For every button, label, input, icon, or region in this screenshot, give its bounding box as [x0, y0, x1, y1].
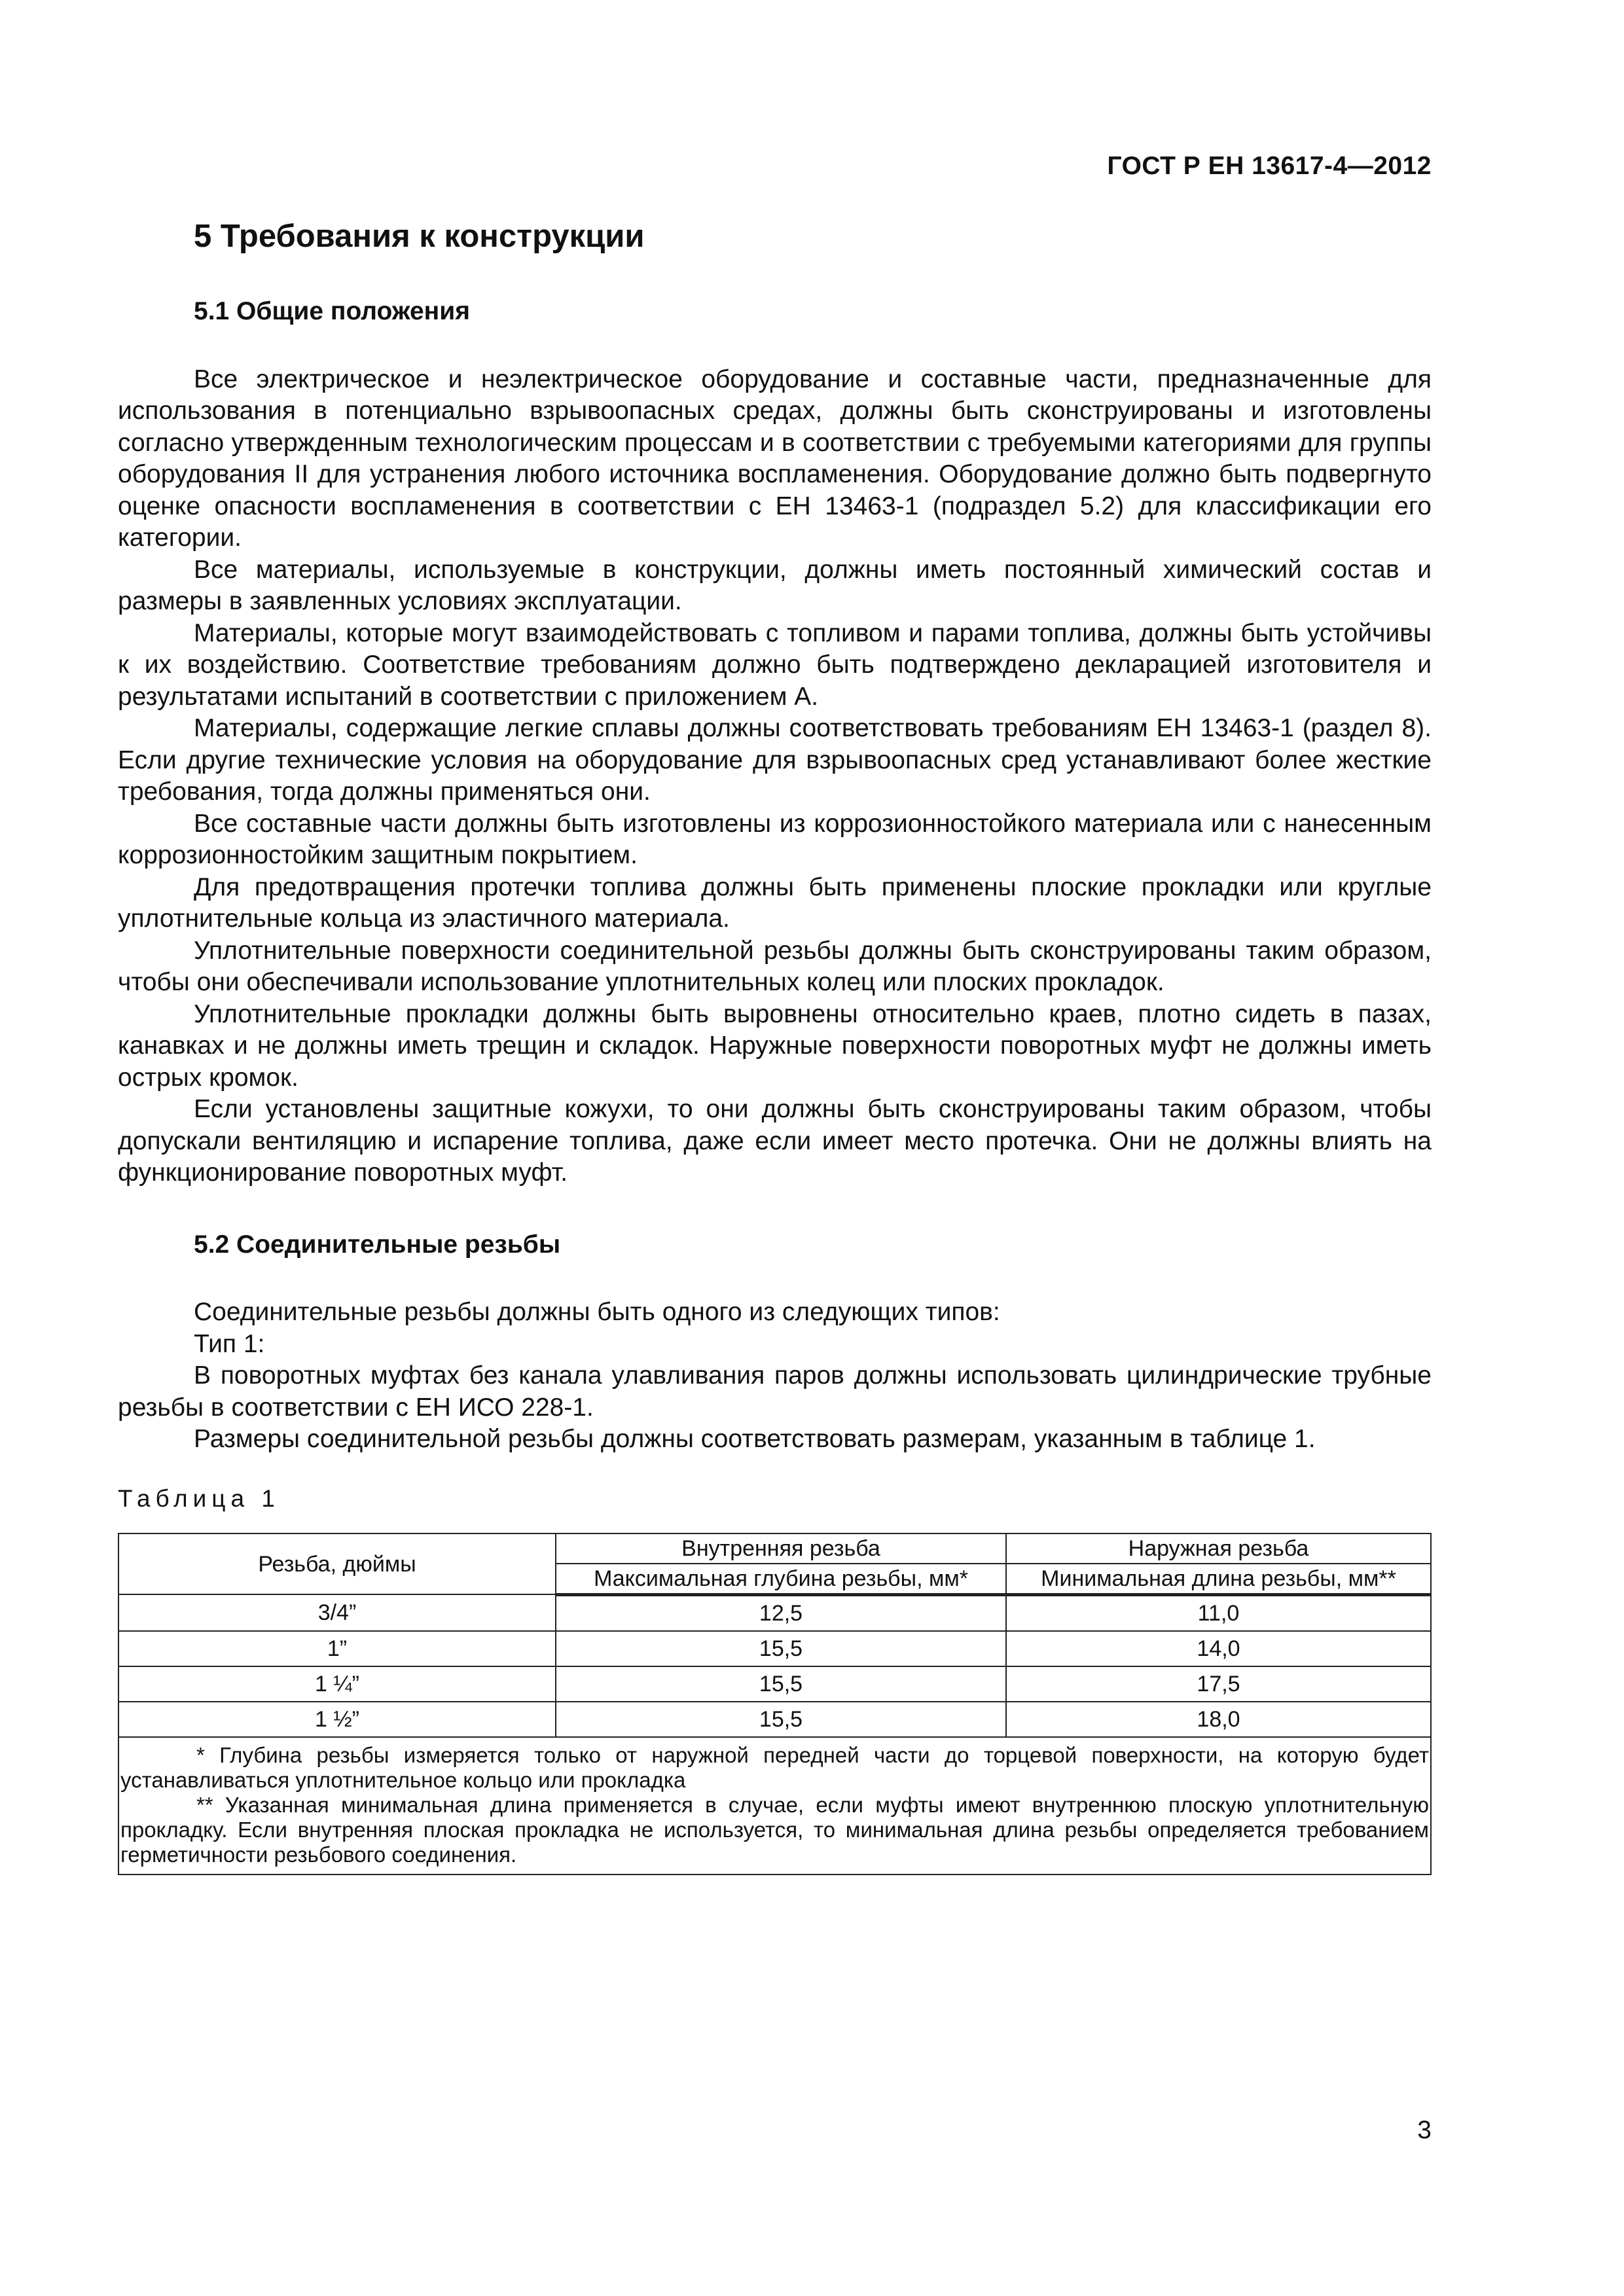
cell-internal: 12,5 [556, 1594, 1006, 1631]
table-note: ** Указанная минимальная длина применяется в случае, если муфты имеют внутреннюю плоскую уплотнительную прокладку. Если внутренняя плоская прокладка не используется, то минимальная длина резьбы определяется требованием герметичности резьбового соединения. [120, 1792, 1429, 1867]
page-number: 3 [1417, 2116, 1432, 2144]
table-note: * Глубина резьбы измеряется только от наружной передней части до торцевой поверхности, на которую будет устанавливаться уплотнительное кольцо или прокладка [120, 1742, 1429, 1792]
paragraph: Соединительные резьбы должны быть одного из следующих типов: [194, 1298, 1000, 1327]
cell-thread: 1 ½” [118, 1702, 556, 1737]
paragraph: В поворотных муфтах без канала улавливания паров должны использовать цилиндрические трубные резьбы в соответствии с ЕН ИСО 228-1. [118, 1361, 1432, 1422]
header-internal-thread: Внутренняя резьба [556, 1534, 1006, 1564]
table-row [118, 1594, 1431, 1631]
standard-code-header: ГОСТ Р ЕН 13617-4—2012 [1107, 152, 1432, 180]
paragraph: Материалы, которые могут взаимодействовать с топливом и парами топлива, должны быть устойчивы к их воздействию. Соответствие требованиям должно быть подтверждено декларацией изготовителя и результатами испытаний в соответствии с приложением А. [118, 619, 1432, 711]
table-header-row [118, 1534, 1431, 1564]
paragraph: Уплотнительные поверхности соединительной резьбы должны быть сконструированы таким образом, чтобы они обеспечивали использование уплотнительных колец или плоских прокладок. [118, 936, 1432, 997]
subheader-min-length: Минимальная длина резьбы, мм** [1006, 1564, 1431, 1595]
table-row [118, 1631, 1431, 1666]
cell-internal: 15,5 [556, 1631, 1006, 1666]
paragraph: Уплотнительные прокладки должны быть выровнены относительно краев, плотно сидеть в пазах, канавках и не должны иметь трещин и складок. Наружные поверхности поворотных муфт не должны иметь острых кромок. [118, 999, 1432, 1092]
cell-external: 18,0 [1006, 1702, 1431, 1737]
cell-internal: 15,5 [556, 1666, 1006, 1702]
table-row [118, 1702, 1431, 1737]
paragraph: Для предотвращения протечки топлива должны быть применены плоские прокладки или круглые уплотнительные кольца из эластичного материала. [118, 872, 1432, 933]
paragraph: Тип 1: [194, 1329, 265, 1358]
cell-external: 11,0 [1006, 1594, 1431, 1631]
table-notes-row [118, 1737, 1431, 1874]
section-title: 5 Требования к конструкции [194, 219, 645, 254]
cell-thread: 3/4” [118, 1594, 556, 1631]
subheader-max-depth: Максимальная глубина резьбы, мм* [556, 1564, 1006, 1595]
page-content [118, 209, 1432, 1875]
subsection-5-2-body [118, 1297, 1432, 1456]
paragraph: Все составные части должны быть изготовлены из коррозионностойкого материала или с нанесенным коррозионностойким защитным покрытием. [118, 809, 1432, 870]
table-row [118, 1666, 1431, 1702]
thread-dimensions-table [118, 1533, 1432, 1875]
cell-thread: 1” [118, 1631, 556, 1666]
subsection-5-1-body [118, 364, 1432, 1189]
paragraph: Если установлены защитные кожухи, то они должны быть сконструированы таким образом, чтобы допускали вентиляцию и испарение топлива, даже если имеет место протечка. Они не должны влиять на функционирование поворотных муфт. [118, 1095, 1432, 1187]
table-notes [118, 1737, 1431, 1874]
paragraph: Размеры соединительной резьбы должны соответствовать размерам, указанным в таблице 1. [194, 1425, 1316, 1454]
paragraph: Материалы, содержащие легкие сплавы должны соответствовать требованиям ЕН 13463-1 (раздел 8). Если другие технические условия на оборудование для взрывоопасных сред устанавливают более жесткие требования, тогда должны применяться они. [118, 714, 1432, 806]
cell-internal: 15,5 [556, 1702, 1006, 1737]
table-caption: Таблица 1 [118, 1484, 280, 1512]
cell-external: 17,5 [1006, 1666, 1431, 1702]
subsection-title-5-2: 5.2 Соединительные резьбы [194, 1230, 561, 1259]
header-thread: Резьба, дюймы [118, 1534, 556, 1595]
subsection-title-5-1: 5.1 Общие положения [194, 296, 470, 325]
cell-external: 14,0 [1006, 1631, 1431, 1666]
cell-thread: 1 ¼” [118, 1666, 556, 1702]
paragraph: Все материалы, используемые в конструкции, должны иметь постоянный химический состав и размеры в заявленных условиях эксплуатации. [118, 555, 1432, 616]
paragraph: Все электрическое и неэлектрическое оборудование и составные части, предназначенные для использования в потенциально взрывоопасных средах, должны быть сконструированы и изготовлены согласно утвержденным технологическим процессам и в соответствии с требуемыми категориями для группы оборудования II для устранения любого источника воспламенения. Оборудование должно быть подвергнуто оценке опасности воспламенения в соответствии с ЕН 13463-1 (подраздел 5.2) для классификации его категории. [118, 365, 1432, 552]
header-external-thread: Наружная резьба [1006, 1534, 1431, 1564]
